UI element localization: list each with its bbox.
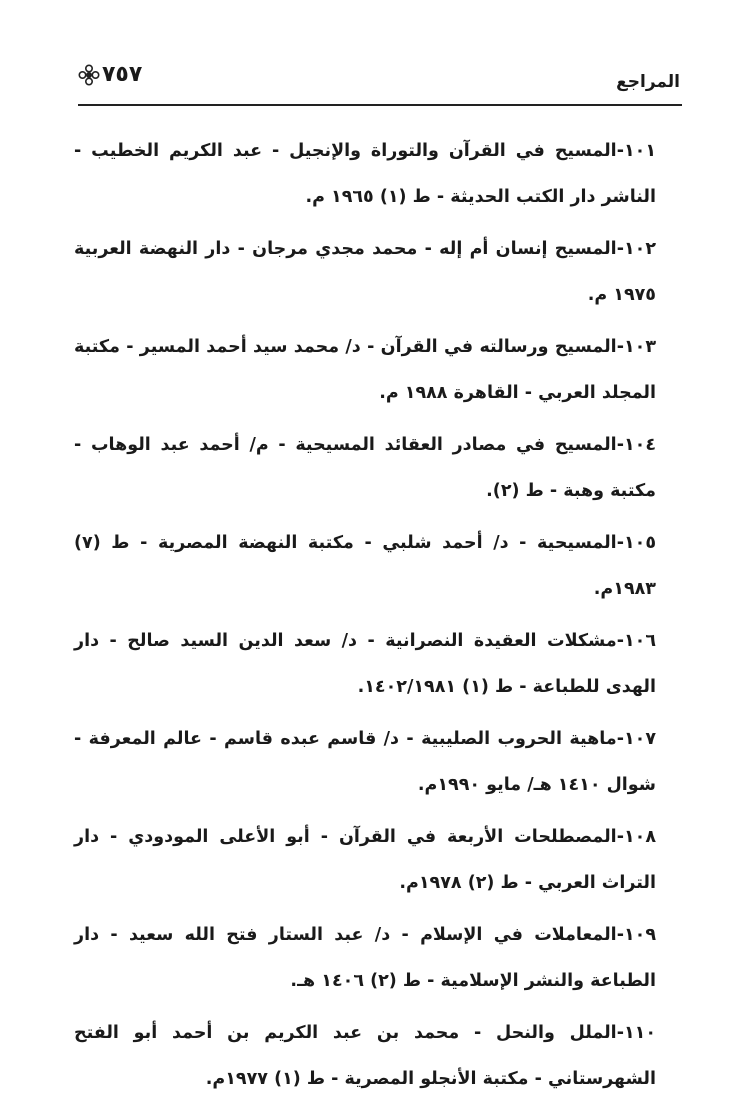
reference-number: ١٠٥-: [616, 533, 656, 553]
page-header: [78, 62, 682, 102]
page-number-block: [78, 62, 142, 87]
reference-text: مشكلات العقيدة النصرانية - د/ سعد الدين السيد صالح - دار الهدى للطباعة - ط (١) ١٤٠٢/١٩٨١.: [74, 631, 656, 697]
reference-text: ماهية الحروب الصليبية - د/ قاسم عبده قاسم - عالم المعرفة - شوال ١٤١٠ هـ/ مايو ١٩٩٠م.: [74, 729, 656, 795]
reference-text: المسيح ورسالته في القرآن - د/ محمد سيد أحمد المسير - مكتبة المجلد العربي - القاهرة ١٩٨٨ م.: [74, 337, 656, 403]
reference-number: ١٠٦-: [616, 631, 656, 651]
reference-text: المسيح إنسان أم إله - محمد مجدي مرجان - دار النهضة العربية ١٩٧٥ م.: [74, 239, 656, 305]
reference-text: المعاملات في الإسلام - د/ عبد الستار فتح الله سعيد - دار الطباعة والنشر الإسلامية - ط (٢) ١٤٠٦ هـ.: [74, 925, 656, 991]
reference-number: ١٠٢-: [616, 239, 656, 259]
reference-list: [74, 128, 656, 1108]
reference-item: [74, 520, 656, 612]
reference-number: ١٠٧-: [616, 729, 656, 749]
reference-number: ١٠٣-: [616, 337, 656, 357]
reference-text: المسيحية - د/ أحمد شلبي - مكتبة النهضة المصرية - ط (٧) ١٩٨٣م.: [74, 533, 656, 599]
reference-item: [74, 324, 656, 416]
reference-text: المصطلحات الأربعة في القرآن - أبو الأعلى المودودي - دار التراث العربي - ط (٢) ١٩٧٨م.: [74, 827, 656, 893]
reference-item: [74, 814, 656, 906]
reference-item: [74, 422, 656, 514]
reference-item: [74, 912, 656, 1004]
reference-number: ١٠١-: [616, 141, 656, 161]
reference-item: [74, 226, 656, 318]
reference-number: ١٠٨-: [616, 827, 656, 847]
reference-number: ١٠٩-: [616, 925, 656, 945]
reference-number: ١٠٤-: [616, 435, 656, 455]
reference-item: [74, 1010, 656, 1102]
running-title: المراجع: [616, 72, 680, 92]
reference-text: الملل والنحل - محمد بن عبد الكريم بن أحمد أبو الفتح الشهرستاني - مكتبة الأنجلو المصرية - ط (١) ١٩٧٧م.: [74, 1023, 656, 1089]
reference-number: ١١٠-: [616, 1023, 656, 1043]
reference-text: المسيح في مصادر العقائد المسيحية - م/ أحمد عبد الوهاب - مكتبة وهبة - ط (٢).: [74, 435, 656, 501]
reference-item: [74, 716, 656, 808]
header-rule: [78, 104, 682, 106]
page-number: ٧٥٧: [102, 62, 143, 87]
reference-text: المسيح في القرآن والتوراة والإنجيل - عبد الكريم الخطيب - الناشر دار الكتب الحديثة - ط (١) ١٩٦٥ م.: [74, 141, 656, 207]
reference-item: [74, 618, 656, 710]
reference-item: [74, 128, 656, 220]
flower-ornament-icon: [78, 64, 100, 86]
